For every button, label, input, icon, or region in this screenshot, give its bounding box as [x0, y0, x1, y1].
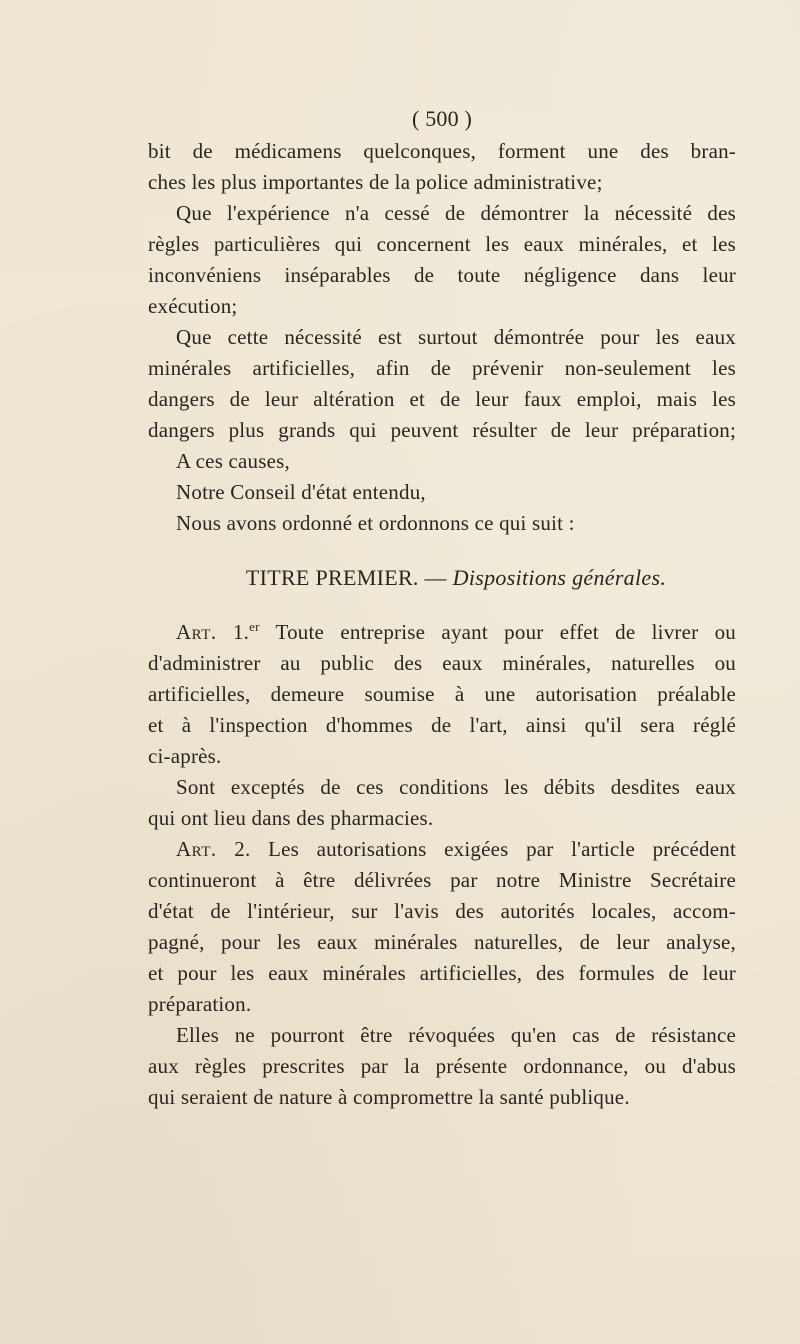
article-number: 1.: [232, 620, 250, 644]
article-label: Art.: [176, 620, 217, 644]
text-line: Notre Conseil d'état entendu,: [176, 480, 426, 504]
text-line: bit de médicamens quelconques, forment une des bran-: [148, 139, 736, 163]
text-line: qui seraient de nature à compromettre la santé publique.: [148, 1085, 630, 1109]
page-text-block: [148, 104, 736, 1113]
text-line: inconvéniens inséparables de toute négligence dans leur: [148, 263, 736, 287]
article-number: 2.: [234, 837, 251, 861]
text-line: Que l'expérience n'a cessé de démontrer la nécessité des: [176, 201, 736, 225]
text-line: minérales artificielles, afin de prévenir non-seulement les: [148, 356, 736, 380]
page-number: ( 500 ): [411, 106, 473, 131]
text-line: Les autorisations exigées par l'article précédent: [268, 837, 736, 861]
text-line: Toute entreprise ayant pour effet de livrer ou: [275, 620, 736, 644]
article-2-first-line: [148, 834, 736, 865]
text-line: qui ont lieu dans des pharmacies.: [148, 806, 434, 830]
section-title: [148, 561, 736, 595]
section-title-dash: —: [424, 565, 447, 590]
spacer: [148, 539, 736, 561]
spacer: [148, 595, 736, 617]
section-title-main: TITRE PREMIER.: [245, 565, 419, 590]
text-line: Que cette nécessité est surtout démontrée pour les eaux: [176, 325, 736, 349]
text-line: artificielles, demeure soumise à une autorisation préalable: [148, 682, 736, 706]
text-line: pagné, pour les eaux minérales naturelles, de leur analyse,: [148, 930, 736, 954]
text-line: d'administrer au public des eaux minérales, naturelles ou: [148, 651, 736, 675]
text-line: d'état de l'intérieur, sur l'avis des autorités locales, accom-: [148, 899, 736, 923]
text-line: et pour les eaux minérales artificielles, des formules de leur: [148, 961, 736, 985]
article-1-first-line: [148, 617, 736, 648]
text-line: A ces causes,: [176, 449, 290, 473]
text-line: exécution;: [148, 294, 238, 318]
text-line: règles particulières qui concernent les eaux minérales, et les: [148, 232, 736, 256]
text-line: dangers plus grands qui peuvent résulter de leur préparation;: [148, 418, 736, 442]
text-line: Sont exceptés de ces conditions les débits desdites eaux: [176, 775, 736, 799]
text-line: continueront à être délivrées par notre Ministre Secrétaire: [148, 868, 736, 892]
text-line: Nous avons ordonné et ordonnons ce qui suit :: [176, 511, 575, 535]
text-line: aux règles prescrites par la présente ordonnance, ou d'abus: [148, 1054, 736, 1078]
text-line: Elles ne pourront être révoquées qu'en cas de résistance: [176, 1023, 736, 1047]
article-number-superscript: er: [249, 619, 260, 634]
text-line: ci-après.: [148, 744, 222, 768]
text-line: préparation.: [148, 992, 252, 1016]
text-line: ches les plus importantes de la police administrative;: [148, 170, 603, 194]
article-label: Art.: [176, 837, 217, 861]
text-line: et à l'inspection d'hommes de l'art, ainsi qu'il sera réglé: [148, 713, 736, 737]
section-title-subtitle: Dispositions générales.: [452, 565, 667, 590]
text-line: dangers de leur altération et de leur faux emploi, mais les: [148, 387, 736, 411]
